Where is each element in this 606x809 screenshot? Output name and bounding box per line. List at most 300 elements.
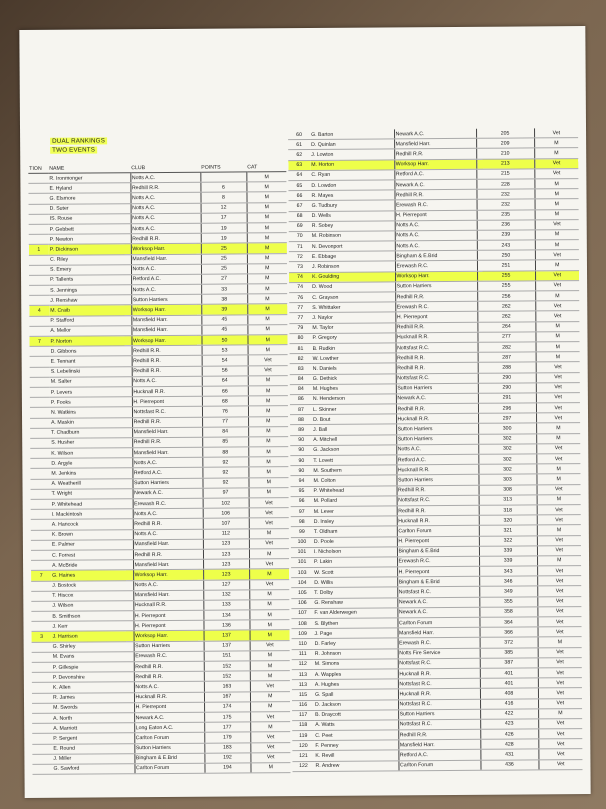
row-position	[29, 275, 49, 285]
row-position	[31, 601, 51, 611]
row-points: 25	[201, 243, 247, 254]
row-cat: Vet	[249, 498, 289, 508]
row-name: S. Jennings	[49, 285, 131, 296]
row-position	[31, 520, 51, 530]
row-club: Worksop Harr.	[395, 271, 477, 282]
row-points: 17	[201, 213, 247, 224]
row-club: Mansfield Harr.	[398, 627, 480, 638]
row-points: 251	[477, 260, 535, 271]
row-points: 300	[478, 423, 536, 434]
row-name: S. Blythen	[313, 618, 397, 629]
row-club: Mansfield Harr.	[394, 138, 476, 149]
row-cat: Vet	[538, 718, 582, 728]
rankings-table-left	[28, 163, 290, 775]
row-position: 97	[291, 506, 313, 516]
row-club: Erewash R.C.	[395, 301, 477, 312]
row-cat: M	[248, 467, 288, 477]
row-position	[31, 560, 51, 570]
row-points: 436	[480, 760, 538, 771]
row-cat: Vet	[538, 698, 582, 708]
row-points: 401	[480, 668, 538, 679]
row-club: Sutton Harriers	[132, 478, 202, 489]
row-club: Erewash R.C.	[395, 200, 477, 211]
row-points: 321	[479, 525, 537, 536]
row-cat: M	[534, 179, 578, 189]
row-position: 107	[291, 608, 313, 618]
row-name: C. Ryan	[310, 170, 394, 181]
row-position	[32, 734, 52, 744]
row-position	[29, 204, 49, 214]
row-club: Notts Fire Service	[398, 648, 480, 659]
row-club: Hucknall R.R.	[398, 689, 480, 700]
row-cat: M	[248, 426, 288, 436]
row-points: 192	[204, 753, 250, 764]
row-cat: Vet	[537, 617, 581, 627]
row-club: H. Pierrepont	[395, 210, 477, 221]
row-points: 320	[479, 515, 537, 526]
row-position	[31, 622, 51, 632]
row-cat: Vet	[250, 712, 290, 722]
row-position	[32, 683, 52, 693]
row-points: 33	[201, 284, 247, 295]
row-club: Mansfield Harr.	[132, 447, 202, 458]
row-points: 303	[478, 474, 536, 485]
row-club: Redhill R.R.	[132, 356, 202, 367]
row-name: P. Lakin	[313, 557, 397, 568]
row-club: Retford A.C.	[398, 750, 480, 761]
row-club: Notts A.C.	[131, 284, 201, 295]
row-club: H. Pierrepont	[133, 620, 203, 631]
row-points: 205	[476, 128, 534, 138]
row-cat: M	[247, 304, 287, 314]
row-points: 322	[479, 535, 537, 546]
row-position: 106	[291, 598, 313, 608]
row-position: 104	[291, 578, 313, 588]
row-cat: M	[250, 691, 290, 701]
row-cat: Vet	[537, 576, 581, 586]
row-name: T. Dolby	[313, 587, 397, 598]
row-cat: Vet	[248, 365, 288, 375]
row-cat: M	[248, 386, 288, 396]
row-position	[28, 183, 48, 193]
row-cat: M	[246, 172, 286, 182]
row-club: Bingham & E.Brid	[134, 753, 204, 764]
row-name: C. Forrest	[51, 550, 133, 561]
row-name: J. Miller	[52, 753, 134, 764]
row-name: K. Brown	[51, 529, 133, 540]
row-points: 54	[202, 355, 248, 366]
row-points: 239	[477, 230, 535, 241]
row-name: P. Whitehead	[51, 499, 133, 510]
row-position: 109	[292, 629, 314, 639]
row-position: 116	[292, 700, 314, 710]
row-cat: Vet	[536, 382, 580, 392]
row-club: H. Pierrepont	[134, 702, 204, 713]
row-cat: M	[534, 148, 578, 158]
row-name: D. Gibbons	[50, 346, 132, 357]
row-position	[31, 581, 51, 591]
row-position: 63	[288, 160, 310, 170]
row-club: Newark A.C.	[397, 597, 479, 608]
row-points: 355	[479, 597, 537, 608]
row-name: J. Kerr	[51, 621, 133, 632]
row-club: Redhill R.R.	[133, 519, 203, 530]
row-points: 45	[201, 315, 247, 326]
row-points: 288	[478, 362, 536, 373]
row-cat: M	[248, 436, 288, 446]
row-position: 98	[291, 517, 313, 527]
row-points: 290	[478, 383, 536, 394]
row-points: 39	[201, 304, 247, 315]
row-cat: M	[535, 260, 579, 270]
row-points: 339	[479, 546, 537, 557]
row-name: S. Lebelinski	[50, 366, 132, 377]
row-club: Hucknall R.R.	[395, 332, 477, 343]
row-club: Worksop Harr.	[131, 335, 201, 346]
row-points: 84	[202, 427, 248, 438]
row-points: 92	[202, 457, 248, 468]
row-cat: M	[249, 610, 289, 620]
row-position	[32, 672, 52, 682]
row-club: Notts A.C.	[133, 529, 203, 540]
row-cat: Vet	[536, 403, 580, 413]
row-position: 88	[290, 415, 312, 425]
row-position: 1	[29, 245, 49, 255]
row-points: 132	[203, 590, 249, 601]
row-name: S. Husher	[50, 438, 132, 449]
row-points: 19	[201, 233, 247, 244]
row-cat: M	[537, 555, 581, 565]
row-cat: Vet	[250, 732, 290, 742]
row-name: E. Ebbage	[311, 251, 395, 262]
row-cat: Vet	[537, 566, 581, 576]
row-name: S. Whittaker	[311, 302, 395, 313]
row-points: 179	[204, 732, 250, 743]
row-points: 262	[477, 311, 535, 322]
row-position	[30, 438, 50, 448]
row-club: Redhill R.R.	[394, 149, 476, 160]
row-name: C. Peet	[314, 730, 398, 741]
row-cat: M	[534, 138, 578, 148]
row-club: Notts A.C.	[131, 223, 201, 234]
row-position	[29, 214, 49, 224]
row-position: 95	[291, 486, 313, 496]
row-club: Erewash R.C.	[133, 498, 203, 509]
row-position: 90	[290, 435, 312, 445]
row-points: 291	[478, 393, 536, 404]
row-cat: Vet	[535, 280, 579, 290]
row-club: Mansfield Harr.	[131, 254, 201, 265]
row-cat: M	[247, 253, 287, 263]
row-cat: M	[538, 708, 582, 718]
row-name: M. Evans	[52, 652, 134, 663]
row-points: 209	[476, 138, 534, 149]
row-position: 74	[289, 272, 311, 282]
row-cat: Vet	[250, 640, 290, 650]
row-cat: M	[248, 406, 288, 416]
row-name: L. Skinner	[312, 404, 396, 415]
row-club: Retford A.C.	[132, 468, 202, 479]
row-cat: M	[248, 457, 288, 467]
row-cat: M	[536, 433, 580, 443]
row-club: Mansfield Harr.	[131, 325, 201, 336]
row-cat: M	[535, 240, 579, 250]
row-position: 66	[288, 191, 310, 201]
row-position	[31, 530, 51, 540]
row-position	[29, 224, 49, 234]
row-cat: M	[248, 345, 288, 355]
row-cat: M	[250, 650, 290, 660]
row-position: 77	[289, 313, 311, 323]
row-club: Newark A.C.	[134, 712, 204, 723]
row-club: Bingham & E.Brid	[395, 251, 477, 262]
row-points: 134	[203, 610, 249, 621]
row-points: 107	[203, 518, 249, 529]
row-cat: Vet	[535, 311, 579, 321]
row-name: P. Tallents	[49, 275, 131, 286]
row-name: P. Dickinson	[49, 244, 131, 255]
row-position	[32, 652, 52, 662]
row-name: G. Tudbury	[311, 200, 395, 211]
row-position	[32, 703, 52, 713]
row-position: 101	[291, 547, 313, 557]
row-cat: M	[250, 630, 290, 640]
row-name: A. Wapples	[314, 669, 398, 680]
row-points: 92	[202, 478, 248, 489]
row-position: 103	[291, 568, 313, 578]
row-points: 401	[480, 678, 538, 689]
row-points: 385	[480, 647, 538, 658]
row-position: 82	[290, 354, 312, 364]
row-cat: Vet	[535, 250, 579, 260]
row-points: 102	[203, 498, 249, 509]
row-cat: M	[250, 701, 290, 711]
row-points: 88	[202, 447, 248, 458]
row-position: 70	[289, 231, 311, 241]
row-name: D. Wood	[311, 282, 395, 293]
row-name: M. Colton	[312, 475, 396, 486]
row-position	[32, 693, 52, 703]
row-points: 302	[478, 464, 536, 475]
row-name: P. Stafford	[49, 315, 131, 326]
row-cat: M	[247, 335, 287, 345]
row-cat: Vet	[538, 647, 582, 657]
row-points: 136	[203, 620, 249, 631]
row-points: 112	[203, 528, 249, 539]
row-points: 232	[476, 189, 534, 200]
row-club: Erewash R.C.	[397, 556, 479, 567]
row-name: M. Pollard	[313, 496, 397, 507]
row-position: 119	[292, 731, 314, 741]
row-club: Sutton Harriers	[131, 294, 201, 305]
row-cat: M	[537, 525, 581, 535]
row-name: S. Emery	[49, 264, 131, 275]
row-club: Nottsfast R.C.	[397, 587, 479, 598]
row-club: Mansfield Harr.	[132, 427, 202, 438]
row-position	[30, 418, 50, 428]
row-position: 122	[292, 761, 314, 771]
row-position: 73	[289, 262, 311, 272]
row-club: Redhill R.R.	[395, 291, 477, 302]
row-cat: M	[249, 569, 289, 579]
row-name: T. Chadburn	[50, 427, 132, 438]
row-club: H. Pierrepont	[397, 566, 479, 577]
row-club: Newark A.C.	[133, 488, 203, 499]
row-position: 7	[29, 336, 49, 346]
row-name: B. Smithson	[51, 611, 133, 622]
row-points: 236	[477, 220, 535, 231]
row-cat: Vet	[249, 518, 289, 528]
row-cat: Vet	[537, 586, 581, 596]
row-position: 87	[290, 405, 312, 415]
row-cat: M	[249, 549, 289, 559]
row-name: E. Palmer	[51, 539, 133, 550]
row-club: Notts A.C.	[131, 264, 201, 275]
row-position: 84	[290, 384, 312, 394]
row-points: 8	[200, 192, 246, 203]
row-position: 68	[289, 211, 311, 221]
row-club: Nottsfast R.C.	[132, 407, 202, 418]
row-club: Notts A.C.	[132, 376, 202, 387]
row-position: 121	[292, 751, 314, 761]
row-cat: Vet	[536, 372, 580, 382]
row-points: 152	[204, 661, 250, 672]
row-name: J. Lowton	[310, 149, 394, 160]
table-row	[32, 762, 290, 774]
row-points: 366	[480, 627, 538, 638]
row-club: Redhill R.R.	[397, 505, 479, 516]
row-club: Redhill R.R.	[132, 366, 202, 377]
row-cat: Vet	[537, 535, 581, 545]
row-name: P. Norton	[49, 336, 131, 347]
row-name: P. Sergent	[52, 733, 134, 744]
row-club: Hucknall R.R.	[397, 515, 479, 526]
row-name: P. Gregory	[311, 333, 395, 344]
row-club: Redhill R.R.	[394, 189, 476, 200]
row-club: Carlton Forum	[397, 617, 479, 628]
row-points: 38	[201, 294, 247, 305]
row-club: H. Pierrepont	[397, 536, 479, 547]
row-position	[30, 367, 50, 377]
row-cat: Vet	[534, 168, 578, 178]
row-name: M. Robinson	[311, 231, 395, 242]
row-cat: M	[534, 189, 578, 199]
row-position	[30, 479, 50, 489]
row-name: N. Daniels	[312, 363, 396, 374]
row-points: 174	[204, 702, 250, 713]
row-position: 76	[289, 292, 311, 302]
row-club: Notts A.C.	[396, 444, 478, 455]
row-position: 3	[32, 632, 52, 642]
row-points: 123	[203, 549, 249, 560]
row-cat: Vet	[535, 301, 579, 311]
row-points: 408	[480, 688, 538, 699]
row-name: A. Marriott	[52, 723, 134, 734]
row-cat: M	[535, 229, 579, 239]
row-name: G. Dethick	[312, 373, 396, 384]
row-points: 302	[478, 444, 536, 455]
row-points: 137	[204, 630, 250, 641]
row-name: R. Sobey	[311, 221, 395, 232]
row-points: 85	[202, 437, 248, 448]
row-name: D. Wells	[311, 210, 395, 221]
row-club: Worksop Harr.	[131, 305, 201, 316]
row-cat: M	[247, 263, 287, 273]
row-club: Hucknall R.R.	[134, 692, 204, 703]
row-name: G. Renshaw	[313, 597, 397, 608]
document-subtitle: TWO EVENTS	[52, 146, 96, 154]
row-club: Notts A.C.	[133, 580, 203, 591]
row-name: K. Allen	[52, 682, 134, 693]
row-points: 25	[201, 264, 247, 275]
row-position	[32, 754, 52, 764]
row-name: T. Hiscox	[51, 590, 133, 601]
row-cat: M	[248, 396, 288, 406]
row-name: G. Shirley	[52, 641, 134, 652]
row-club: Notts A.C.	[395, 240, 477, 251]
row-position	[29, 296, 49, 306]
row-points: 123	[203, 539, 249, 550]
row-points: 19	[201, 223, 247, 234]
row-position	[31, 540, 51, 550]
row-cat: Vet	[249, 538, 289, 548]
row-name: C. Riley	[49, 254, 131, 265]
row-position	[29, 265, 49, 275]
row-cat: Vet	[534, 128, 578, 138]
row-name: A. Maskin	[50, 417, 132, 428]
row-cat: Vet	[538, 627, 582, 637]
row-name: A. Weatherill	[50, 478, 132, 489]
row-position: 4	[29, 306, 49, 316]
row-points: 262	[477, 301, 535, 312]
row-points	[200, 172, 246, 183]
row-name: G. Jackson	[312, 445, 396, 456]
row-name: M. Taylor	[311, 322, 395, 333]
row-points: 287	[478, 352, 536, 363]
row-club: Nottsfast R.C.	[398, 658, 480, 669]
row-position	[29, 255, 49, 265]
row-position: 105	[291, 588, 313, 598]
row-points: 256	[477, 291, 535, 302]
row-name: M. Simons	[314, 659, 398, 670]
row-position: 101	[291, 557, 313, 567]
row-cat: M	[536, 352, 580, 362]
row-club: Carlton Forum	[398, 760, 480, 771]
row-cat: M	[247, 202, 287, 212]
row-name: J. Harrison	[52, 631, 134, 642]
row-cat: M	[535, 331, 579, 341]
row-club: Nottsfast R.C.	[397, 495, 479, 506]
row-position: 79	[289, 323, 311, 333]
row-points: 387	[480, 658, 538, 669]
row-club: Notts A.C.	[132, 457, 202, 468]
row-club: Notts A.C.	[130, 193, 200, 204]
row-position	[31, 509, 51, 519]
row-position	[29, 234, 49, 244]
row-name: P. Whitehead	[313, 485, 397, 496]
row-name: D. Argyle	[50, 458, 132, 469]
row-name: R. Andrew	[314, 760, 398, 771]
row-position	[29, 316, 49, 326]
row-name: K. Revill	[314, 750, 398, 761]
row-name: D. Poole	[313, 536, 397, 547]
row-cat: M	[250, 671, 290, 681]
row-name: D. Insley	[313, 516, 397, 527]
row-name: J. Bostock	[51, 580, 133, 591]
row-position: 118	[292, 720, 314, 730]
row-points: 133	[203, 600, 249, 611]
row-position: 80	[289, 333, 311, 343]
